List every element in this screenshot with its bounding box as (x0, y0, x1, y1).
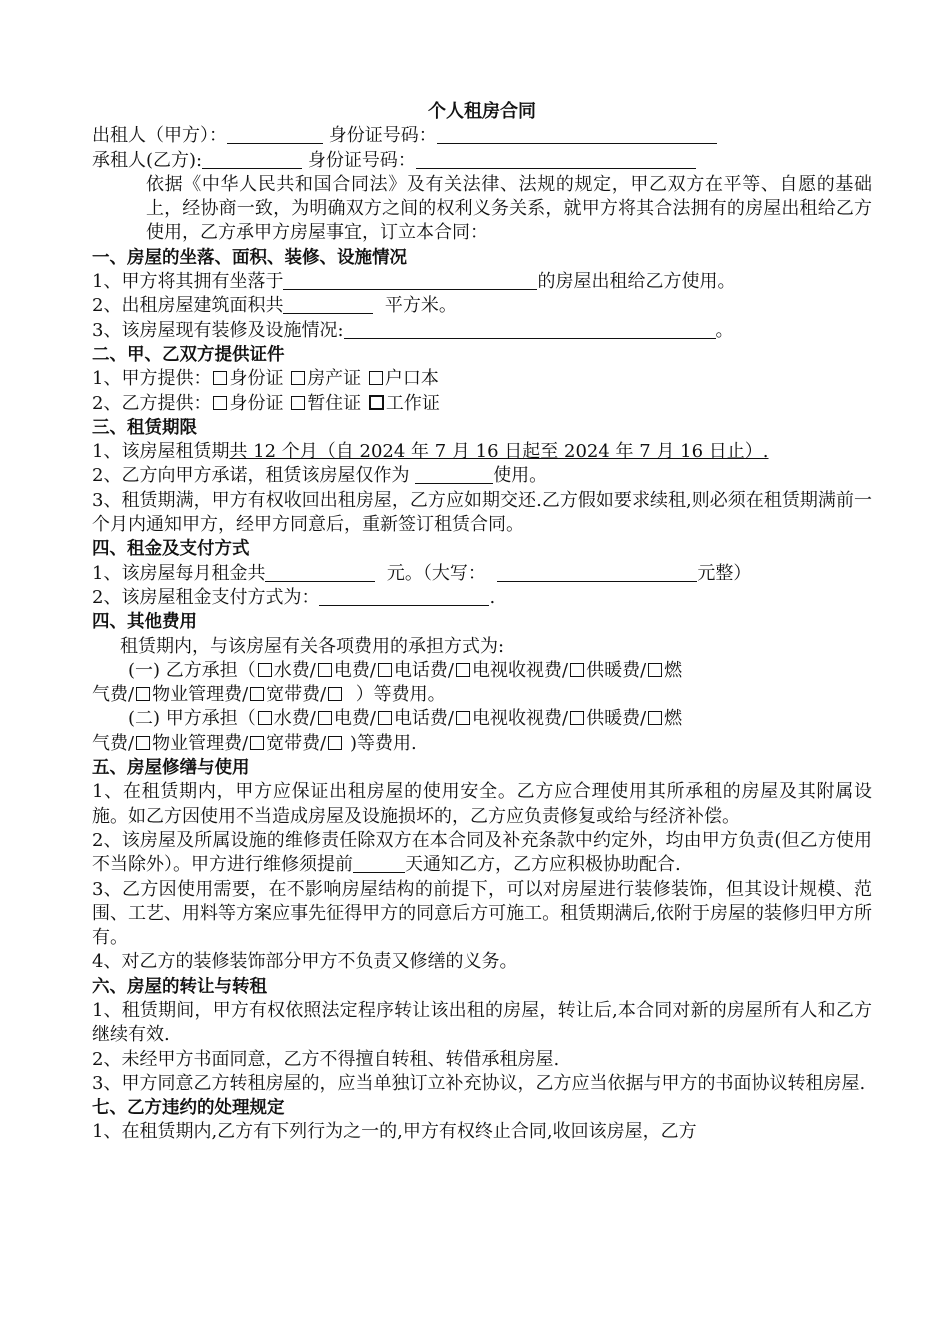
clause: 租赁期内，与该房屋有关各项费用的承担方式为: (120, 635, 505, 657)
checkbox[interactable] (318, 663, 332, 677)
checkbox[interactable] (648, 663, 662, 677)
checkbox[interactable] (369, 395, 384, 410)
checkbox[interactable] (136, 687, 150, 701)
section-heading: 七、乙方违约的处理规定 (92, 1098, 285, 1119)
section-heading: 三、租赁期限 (92, 417, 197, 438)
checkbox[interactable] (250, 687, 264, 701)
clause: 气费/ 物业管理费/ 宽带费/ ）等费用。 (92, 684, 446, 706)
lessor-line: 出租人（甲方）： 身份证号码： (92, 124, 872, 148)
checkbox[interactable] (648, 711, 662, 725)
checkbox[interactable] (291, 371, 305, 385)
clause: 气费/ 物业管理费/ 宽带费/ )等费用. (92, 732, 417, 754)
checkbox[interactable] (369, 371, 383, 385)
rent-blank (265, 563, 375, 582)
section-heading: 四、其他费用 (92, 612, 197, 633)
lessee-name-blank (202, 150, 302, 169)
checkbox[interactable] (318, 711, 332, 725)
clause: 1、在租赁期内,乙方有下列行为之一的,甲方有权终止合同,收回该房屋，乙方 (92, 1121, 697, 1143)
clause: 3、该房屋现有装修及设施情况: 。 (92, 319, 734, 341)
lessor-id-blank (437, 125, 717, 144)
checkbox[interactable] (456, 663, 470, 677)
intro-paragraph: 依据《中华人民共和国合同法》及有关法律、法规的规定，甲乙双方在平等、自愿的基础上，经协商一致，为明确双方之间的权利义务关系，就甲方将其合法拥有的房屋出租给乙方使用，乙方承甲方房屋事宜，订立本合同： (146, 173, 872, 244)
checkbox[interactable] (328, 736, 342, 750)
clause: 1、该房屋每月租金共 元。（大写： 元整） (92, 562, 752, 584)
checkbox[interactable] (570, 663, 584, 677)
clause: 3、租赁期满，甲方有权收回出租房屋，乙方应如期交还.乙方假如要求续租,则必须在租赁期满前一个月内通知甲方，经甲方同意后，重新签订租赁合同。 (92, 489, 872, 536)
clause: 2、乙方向甲方承诺，租赁该房屋仅作为 使用。 (92, 465, 548, 487)
checkbox[interactable] (291, 396, 305, 410)
section-heading: 六、房屋的转让与转租 (92, 976, 267, 997)
checkbox[interactable] (213, 371, 227, 385)
lessor-name-blank (227, 125, 323, 144)
checkbox[interactable] (258, 711, 272, 725)
section-heading: 二、甲、乙双方提供证件 (92, 344, 285, 365)
section-heading: 四、租金及支付方式 (92, 539, 250, 560)
days-blank (353, 854, 405, 873)
checkbox[interactable] (258, 663, 272, 677)
clause: 1、该房屋租赁期共 12 个月（自 2024 年 7 月 16 日起至 2024 年 7 月 16 日止）. (92, 441, 769, 463)
section-heading: 五、房屋修缮与使用 (92, 758, 250, 779)
facilities-blank (344, 320, 716, 339)
checkbox[interactable] (570, 711, 584, 725)
checkbox[interactable] (456, 711, 470, 725)
lessee-line: 承租人(乙方): 身份证号码： (92, 149, 872, 173)
section-heading: 一、房屋的坐落、面积、装修、设施情况 (92, 247, 407, 268)
clause: 2、出租房屋建筑面积共 平方米。 (92, 295, 457, 317)
clause: 1、甲方将其拥有坐落于 的房屋出租给乙方使用。 (92, 271, 736, 293)
contract-page (92, 100, 872, 1145)
clause: 1、在租赁期内，甲方应保证出租房屋的使用安全。乙方应合理使用其所承租的房屋及其附属设施。如乙方因使用不当造成房屋及设施损坏的，乙方应负责修复或给与经济补偿。 (92, 781, 872, 827)
clause: 4、对乙方的装修装饰部分甲方不负责又修缮的义务。 (92, 951, 518, 973)
rent-words-blank (497, 563, 697, 582)
clause: (二) 甲方承担（ 水费/ 电费/ 电话费/ 电视收视费/ 供暖费/ 燃 (128, 708, 683, 730)
checkbox[interactable] (378, 663, 392, 677)
lessee-id-blank (416, 150, 696, 169)
clause: 1、甲方提供： 身份证 房产证 户口本 (92, 368, 439, 390)
usage-blank (415, 465, 493, 484)
checkbox[interactable] (136, 736, 150, 750)
document-title: 个人租房合同 (428, 101, 536, 122)
checkbox[interactable] (328, 687, 342, 701)
clause: 3、甲方同意乙方转租房屋的，应当单独订立补充协议，乙方应当依据与甲方的书面协议转租房屋. (92, 1072, 866, 1094)
clause: 3、乙方因使用需要，在不影响房屋结构的前提下，可以对房屋进行装修装饰，但其设计规模、范围、工艺、用料等方案应事先征得甲方的同意后方可施工。租赁期满后,依附于房屋的装修归甲方所有。 (92, 878, 872, 949)
clause: (一) 乙方承担（ 水费/ 电费/ 电话费/ 电视收视费/ 供暖费/ 燃 (128, 659, 683, 681)
clause: 2、未经甲方书面同意，乙方不得擅自转租、转借承租房屋. (92, 1048, 560, 1070)
payment-blank (319, 587, 489, 606)
checkbox[interactable] (250, 736, 264, 750)
address-blank (283, 271, 537, 290)
clause: 2、该房屋及所属设施的维修责任除双方在本合同及补充条款中约定外，均由甲方负责(但乙方使用不当除外）。甲方进行维修须提前 天通知乙方，乙方应积极协助配合. (92, 829, 872, 876)
area-blank (283, 295, 373, 314)
checkbox[interactable] (213, 396, 227, 410)
clause: 2、该房屋租金支付方式为： . (92, 586, 496, 608)
clause: 1、租赁期间，甲方有权依照法定程序转让该出租的房屋，转让后,本合同对新的房屋所有人和乙方继续有效. (92, 999, 872, 1046)
clause: 2、乙方提供： 身份证 暂住证 工作证 (92, 392, 440, 414)
checkbox[interactable] (378, 711, 392, 725)
